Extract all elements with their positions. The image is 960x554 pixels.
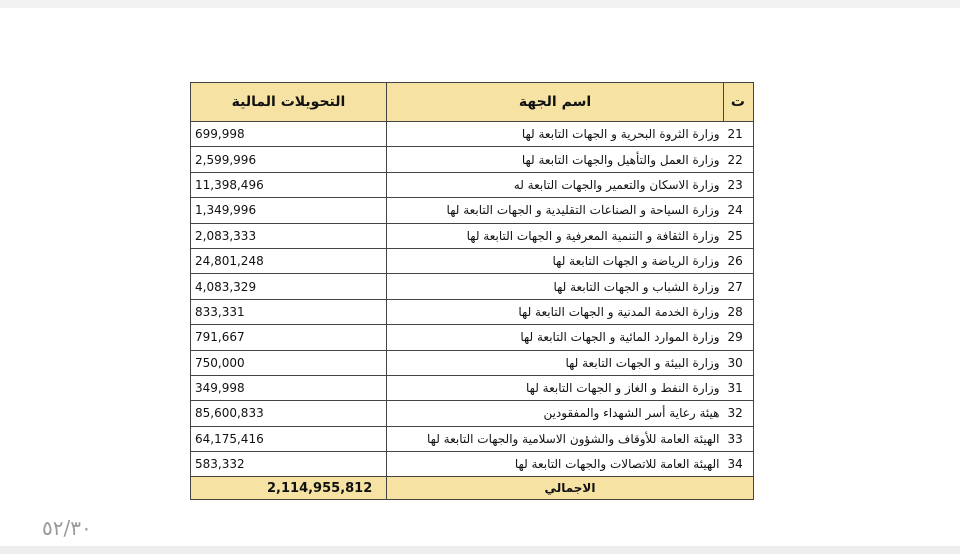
row-number: 29 [724, 325, 754, 350]
table-row [191, 198, 754, 223]
row-number: 33 [724, 426, 754, 451]
row-number: 25 [724, 223, 754, 248]
entity-name: هيئة رعاية أسر الشهداء والمفقودين [387, 401, 724, 426]
top-strip [0, 0, 960, 8]
entity-name: وزارة الاسكان والتعمير والجهات التابعة له [387, 172, 724, 197]
entity-name: وزارة السياحة و الصناعات التقليدية و الجهات التابعة لها [387, 198, 724, 223]
row-number: 21 [724, 122, 754, 147]
transfer-amount: 11,398,496 [191, 172, 387, 197]
entity-name: الهيئة العامة للاتصالات والجهات التابعة لها [387, 452, 724, 477]
transfer-amount: 2,083,333 [191, 223, 387, 248]
table-row [191, 401, 754, 426]
transfer-amount: 2,599,996 [191, 147, 387, 172]
transfer-amount: 64,175,416 [191, 426, 387, 451]
row-number: 27 [724, 274, 754, 299]
transfer-amount: 1,349,996 [191, 198, 387, 223]
table-row [191, 452, 754, 477]
entity-name: وزارة العمل والتأهيل والجهات التابعة لها [387, 147, 724, 172]
transfer-amount: 791,667 [191, 325, 387, 350]
table-row [191, 299, 754, 324]
entity-name: الهيئة العامة للأوقاف والشؤون الاسلامية والجهات التابعة لها [387, 426, 724, 451]
transfer-amount: 85,600,833 [191, 401, 387, 426]
entity-name: وزارة الرياضة و الجهات التابعة لها [387, 248, 724, 273]
table-row [191, 375, 754, 400]
transfer-amount: 750,000 [191, 350, 387, 375]
page-number: ٥٢/٣٠ [42, 516, 92, 540]
transfer-amount: 583,332 [191, 452, 387, 477]
row-number: 24 [724, 198, 754, 223]
entity-name: وزارة الموارد المائية و الجهات التابعة لها [387, 325, 724, 350]
table-row [191, 325, 754, 350]
total-amount: 2,114,955,812 [191, 477, 387, 500]
row-number: 23 [724, 172, 754, 197]
column-header-financial-transfers: التحويلات المالية [191, 83, 387, 122]
row-number: 34 [724, 452, 754, 477]
table-row [191, 274, 754, 299]
entity-name: وزارة الثقافة و التنمية المعرفية و الجهات التابعة لها [387, 223, 724, 248]
entity-name: وزارة الشباب و الجهات التابعة لها [387, 274, 724, 299]
row-number: 32 [724, 401, 754, 426]
table-row [191, 426, 754, 451]
column-header-entity-name: اسم الجهة [387, 83, 724, 122]
table-row [191, 223, 754, 248]
entity-name: وزارة النفط و الغاز و الجهات التابعة لها [387, 375, 724, 400]
transfer-amount: 4,083,329 [191, 274, 387, 299]
table-row [191, 147, 754, 172]
table-header-row [191, 83, 754, 122]
transfer-amount: 349,998 [191, 375, 387, 400]
table-row [191, 248, 754, 273]
entity-name: وزارة الخدمة المدنية و الجهات التابعة لها [387, 299, 724, 324]
entity-name: وزارة الثروة البحرية و الجهات التابعة لها [387, 122, 724, 147]
total-label: الاجمالي [387, 477, 754, 500]
table-row [191, 350, 754, 375]
table-row [191, 122, 754, 147]
transfer-amount: 699,998 [191, 122, 387, 147]
row-number: 31 [724, 375, 754, 400]
row-number: 30 [724, 350, 754, 375]
table-row [191, 172, 754, 197]
column-header-number: ت [724, 83, 754, 122]
row-number: 26 [724, 248, 754, 273]
entity-name: وزارة البيئة و الجهات التابعة لها [387, 350, 724, 375]
financial-transfers-table [190, 82, 754, 500]
row-number: 22 [724, 147, 754, 172]
transfer-amount: 833,331 [191, 299, 387, 324]
transfer-amount: 24,801,248 [191, 248, 387, 273]
row-number: 28 [724, 299, 754, 324]
total-row [191, 477, 754, 500]
bottom-strip [0, 546, 960, 554]
